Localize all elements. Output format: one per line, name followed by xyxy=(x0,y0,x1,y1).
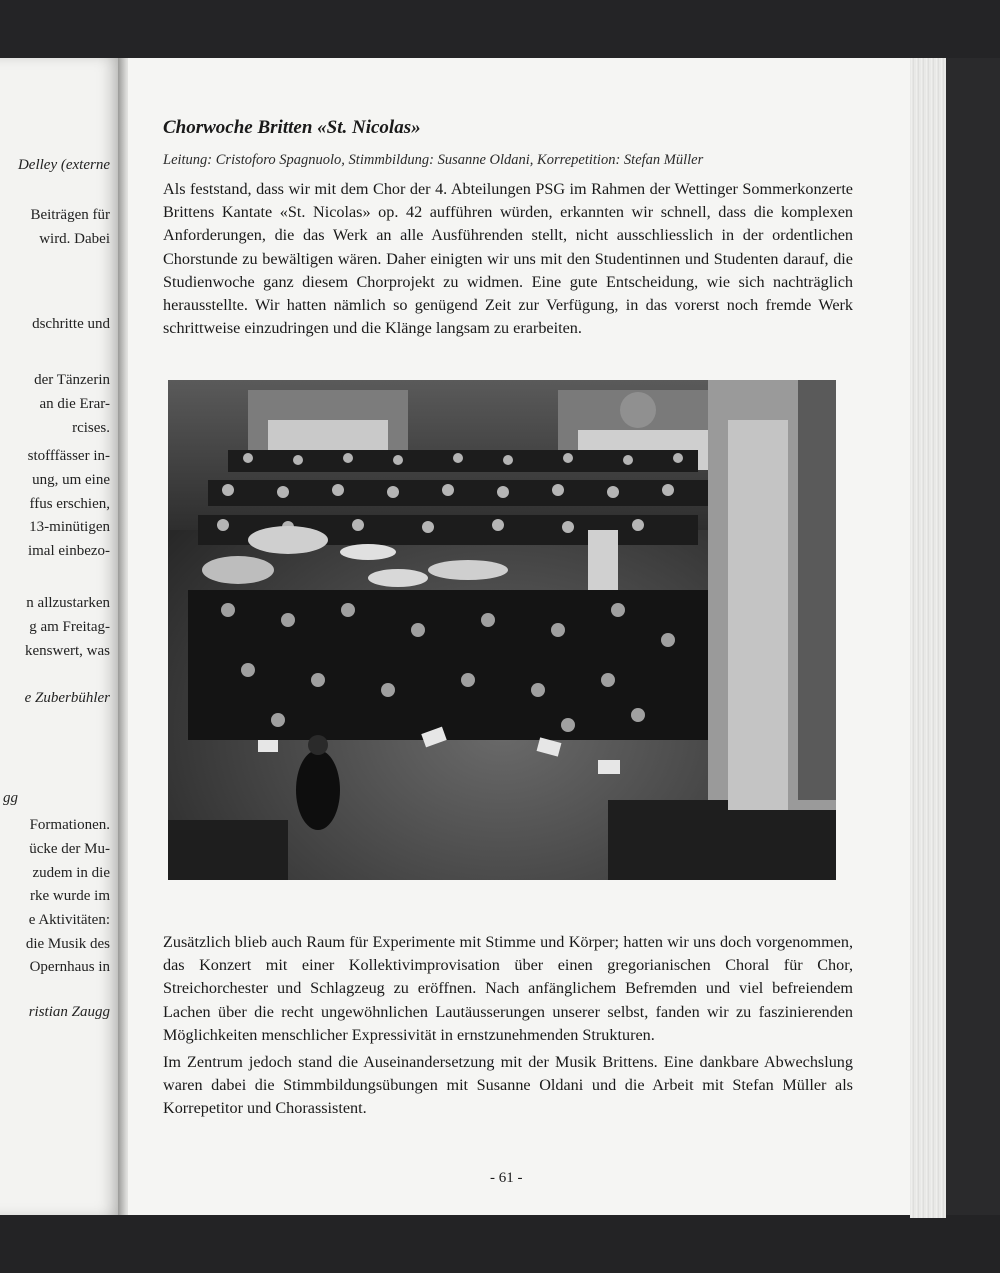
page-edges xyxy=(910,58,946,1218)
left-page-line: Opernhaus in xyxy=(29,959,110,975)
left-page-line: imal einbezo- xyxy=(27,543,110,559)
left-page-line: die Musik des xyxy=(25,936,110,952)
concert-photo xyxy=(168,380,836,880)
left-page-line: ristian Zaugg xyxy=(28,1004,110,1020)
scanner-background-bottom xyxy=(0,1215,1000,1273)
left-page-line: Formationen. xyxy=(29,817,110,833)
left-page-line: ffus erschien, xyxy=(29,496,110,512)
left-page-line: kenswert, was xyxy=(25,643,110,659)
left-page-line: wird. Dabei xyxy=(39,231,110,247)
page-number: - 61 - xyxy=(490,1170,523,1186)
left-page-line: der Tänzerin xyxy=(34,372,110,388)
left-page-line: e Zuberbühler xyxy=(24,690,110,706)
paragraph-intro: Als feststand, dass wir mit dem Chor der 4. Abteilungen PSG im Rahmen der Wettinger Sommerkonzerte Brittens Kantate «St. Nicolas» op. 42 aufführen würden, erkannten wir schnell, dass die komplexen Anforderungen, die das Werk an alle Ausführenden stellt, nicht ausschliesslich in der ordentlichen Chorstunde zu bewältigen wären. Daher einigten wir uns mit den Studentinnen und Studenten darauf, die Studienwoche ganz diesem Chorprojekt zu widmen. Eine gute Entscheidung, wie sich nachträglich herausstellte. Wir hatten nämlich so genügend Zeit zur Verfügung, in das vorerst noch fremde Werk schrittweise einzudringen und die Klänge langsam zu erarbeiten. xyxy=(163,180,853,338)
left-page-line: g am Freitag- xyxy=(29,619,110,635)
left-page-line: stofffässer in- xyxy=(27,448,110,464)
left-page-line: ücke der Mu- xyxy=(29,841,110,857)
left-page-line: 13-minütigen xyxy=(29,519,110,535)
left-page-line: Beiträgen für xyxy=(30,207,110,223)
paragraph-experiments: Zusätzlich blieb auch Raum für Experimente mit Stimme und Körper; hatten wir uns doch vorgenommen, das Konzert mit einer Kollektivimprovisation über einen gregorianischen Choral für Chor, Streichorchester und Schlagzeug zu eröffnen. Nach anfänglichem Befremden und viel befreiendem Lachen über die recht ungewöhnlichen Lautäusserungen unserer selbst, fanden wir zu faszinierenden Möglichkeiten menschlicher Expressivität in ernstzunehmenden Strukturen. xyxy=(163,933,853,1044)
article-title: Chorwoche Britten «St. Nicolas» xyxy=(163,117,421,138)
left-page-line: rcises. xyxy=(72,420,110,436)
left-page-line: e Aktivitäten: xyxy=(28,912,110,928)
left-page xyxy=(0,58,122,1215)
article-credits: Leitung: Cristoforo Spagnuolo, Stimmbildung: Susanne Oldani, Korrepetition: Stefan Müller xyxy=(163,152,704,168)
left-page-line: ung, um eine xyxy=(32,472,110,488)
left-page-line: Delley (externe xyxy=(17,157,110,173)
left-page-line: rke wurde im xyxy=(30,888,110,904)
left-page-line: dschritte und xyxy=(32,316,110,332)
scanner-background-top xyxy=(0,0,1000,58)
left-page-line: gg xyxy=(3,790,18,806)
left-page-line: an die Erar- xyxy=(39,396,110,412)
left-page-line: n allzustarken xyxy=(26,595,110,611)
left-page-line: zudem in die xyxy=(32,865,110,881)
paragraph-britten: Im Zentrum jedoch stand die Auseinandersetzung mit der Musik Brittens. Eine dankbare Abwechslung waren dabei die Stimmbildungsübungen mit Susanne Oldani und die Arbeit mit Stefan Müller als Korrepetitor und Chorassistent. xyxy=(163,1053,853,1118)
